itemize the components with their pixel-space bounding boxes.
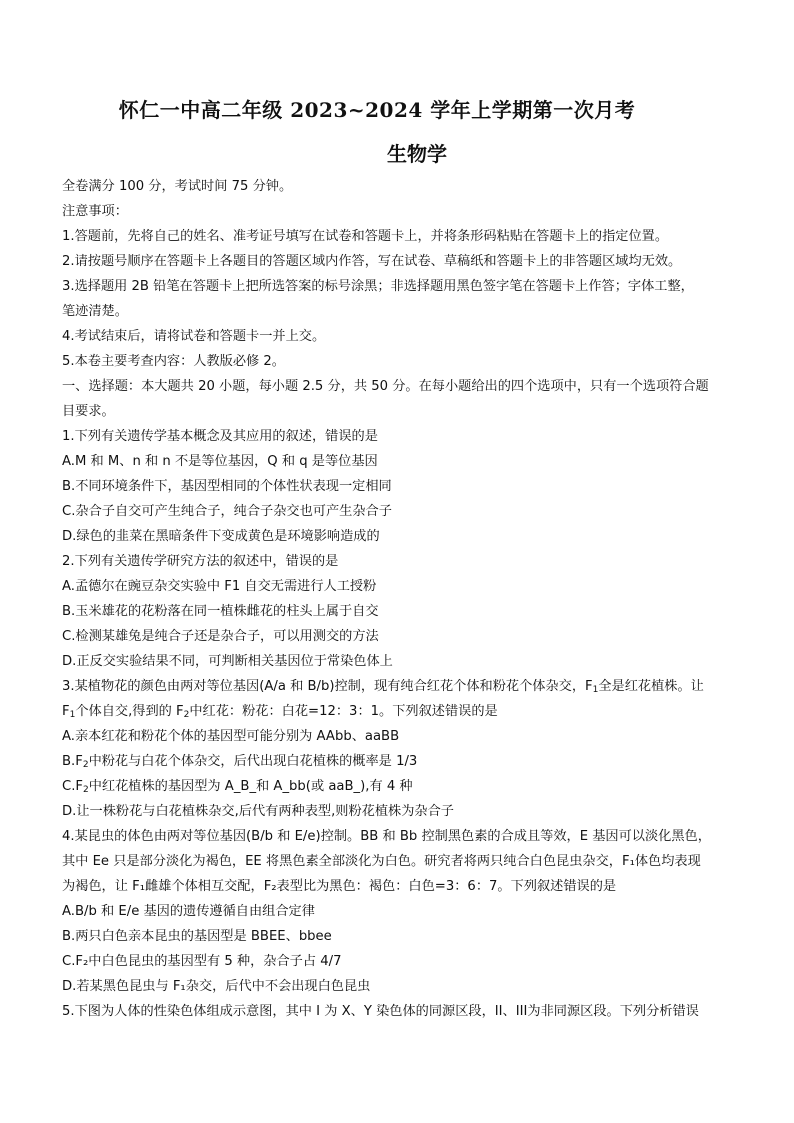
q1-option-d: D.绿色的韭菜在黑暗条件下变成黄色是环境影响造成的	[62, 529, 380, 544]
note-3: 3.选择题用 2B 铅笔在答题卡上把所选答案的标号涂黑；非选择题用黑色签字笔在答题卡上作答；字体工整，	[62, 279, 694, 294]
q4-stem: 4.某昆虫的体色由两对等位基因(B/b 和 E/e)控制。BB 和 Bb 控制黑色素的合成且等效，E 基因可以淡化黑色，	[62, 829, 711, 844]
q3-option-c	[62, 774, 738, 799]
q4-option-d: D.若某黑色昆虫与 F₁杂交，后代中不会出现白色昆虫	[62, 979, 371, 994]
note-3-continued: 笔迹清楚。	[62, 304, 128, 319]
q5-stem: 5.下图为人体的性染色体组成示意图，其中 I 为 X、Y 染色体的同源区段，II、III为非同源区段。下列分析错误	[62, 1004, 699, 1019]
q1-option-c: C.杂合子自交可产生纯合子，纯合子杂交也可产生杂合子	[62, 504, 392, 519]
note-5: 5.本卷主要考查内容：人教版必修 2。	[62, 354, 285, 369]
q3-option-a: A.亲本红花和粉花个体的基因型可能分别为 AAbb、aaBB	[62, 729, 400, 744]
q2-option-c: C.检测某雄兔是纯合子还是杂合子，可以用测交的方法	[62, 629, 379, 644]
exam-subject: 生物学	[387, 142, 447, 166]
q3-stem-text-b: 全是红花植株。让	[598, 679, 704, 694]
q3-stem2-text-b: 个体自交,得到的 F	[75, 704, 184, 719]
q3-stem	[62, 674, 738, 699]
q3-option-d: D.让一株粉花与白花植株杂交,后代有两种表型,则粉花植株为杂合子	[62, 804, 454, 819]
q2-option-a: A.孟德尔在豌豆杂交实验中 F1 自交无需进行人工授粉	[62, 579, 377, 594]
q2-option-b: B.玉米雄花的花粉落在同一植株雌花的柱头上属于自交	[62, 604, 379, 619]
section-heading-continued: 目要求。	[62, 404, 115, 419]
note-4: 4.考试结束后，请将试卷和答题卡一并上交。	[62, 329, 326, 344]
section-heading: 一、选择题：本大题共 20 小题，每小题 2.5 分，共 50 分。在每小题给出的四个选项中，只有一个选项符合题	[62, 379, 709, 394]
exam-title: 怀仁一中高二年级 2023~2024 学年上学期第一次月考	[118, 98, 636, 122]
q3-stem-continued	[62, 699, 738, 724]
q3-stem-text-a: 3.某植物花的颜色由两对等位基因(A/a 和 B/b)控制，现有纯合红花个体和粉花个体杂交，F	[62, 679, 593, 694]
note-1: 1.答题前，先将自己的姓名、准考证号填写在试卷和答题卡上，并将条形码粘贴在答题卡上的指定位置。	[62, 229, 669, 244]
q3-option-b-text-b: 中粉花与白花个体杂交，后代出现白花植株的概率是 1/3	[88, 754, 418, 769]
q2-option-d: D.正反交实验结果不同，可判断相关基因位于常染色体上	[62, 654, 393, 669]
notes-heading: 注意事项：	[62, 204, 128, 219]
q3-stem2-text-a: F	[62, 704, 70, 719]
q3-stem2-subscript-2: 2	[183, 710, 190, 720]
q3-option-c-text-a: C.F	[62, 779, 83, 794]
q3-option-b-text-a: B.F	[62, 754, 83, 769]
q1-option-a: A.M 和 M、n 和 n 不是等位基因，Q 和 q 是等位基因	[62, 454, 378, 469]
q3-stem-subscript: 1	[592, 685, 599, 695]
q3-stem2-subscript-1: 1	[69, 710, 76, 720]
score-time-info: 全卷满分 100 分，考试时间 75 分钟。	[62, 179, 293, 194]
q4-option-a: A.B/b 和 E/e 基因的遗传遵循自由组合定律	[62, 904, 315, 919]
q2-stem: 2.下列有关遗传学研究方法的叙述中，错误的是	[62, 554, 339, 569]
q3-option-b	[62, 749, 738, 774]
q4-stem-continued-2: 为褐色，让 F₁雌雄个体相互交配，F₂表型比为黑色：褐色：白色=3：6：7。下列叙述错误的是	[62, 879, 617, 894]
q1-stem: 1.下列有关遗传学基本概念及其应用的叙述，错误的是	[62, 429, 378, 444]
q3-option-c-subscript: 2	[83, 785, 89, 795]
q3-option-b-subscript: 2	[82, 760, 89, 770]
q3-stem2-text-c: 中红花：粉花：白花=12：3：1。下列叙述错误的是	[189, 704, 498, 719]
q4-option-c: C.F₂中白色昆虫的基因型有 5 种，杂合子占 4/7	[62, 954, 342, 969]
exam-body	[62, 174, 738, 1024]
note-2: 2.请按题号顺序在答题卡上各题目的答题区域内作答，写在试卷、草稿纸和答题卡上的非答题区域均无效。	[62, 254, 682, 269]
q1-option-b: B.不同环境条件下，基因型相同的个体性状表现一定相同	[62, 479, 392, 494]
q3-option-c-text-b: 中红花植株的基因型为 A_B_和 A_bb(或 aaB_),有 4 种	[88, 779, 413, 794]
q4-option-b: B.两只白色亲本昆虫的基因型是 BBEE、bbee	[62, 929, 332, 944]
q4-stem-continued-1: 其中 Ee 只是部分淡化为褐色，EE 将黑色素全部淡化为白色。研究者将两只纯合白色昆虫杂交，F₁体色均表现	[62, 854, 701, 869]
